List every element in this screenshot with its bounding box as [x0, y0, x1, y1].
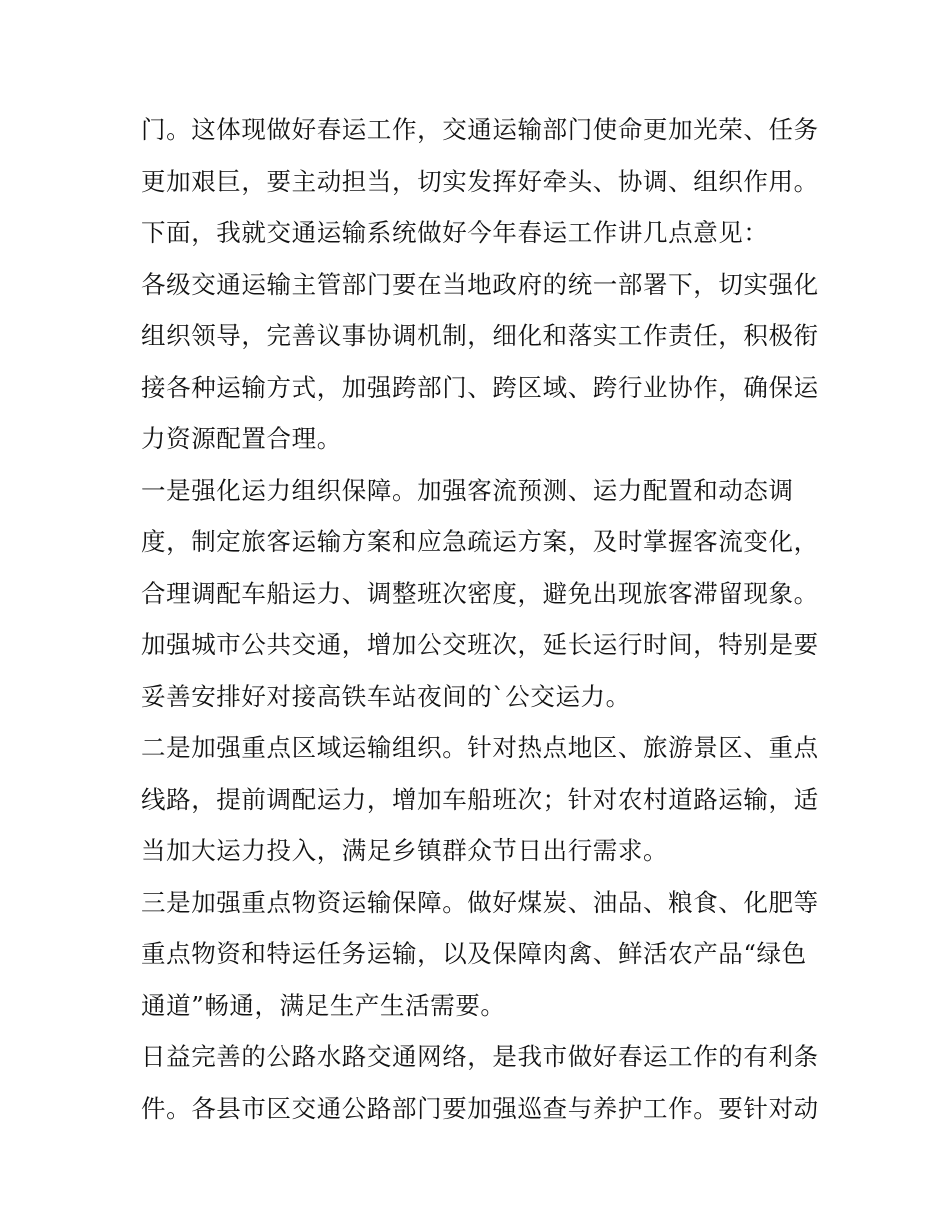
- text-line: 一是强化运力组织保障。加强客流预测、运力配置和动态调: [141, 475, 794, 505]
- document-body: [141, 104, 821, 1134]
- text-line: 下面，我就交通运输系统做好今年春运工作讲几点意见：: [141, 218, 769, 247]
- text-line: 加强城市公共交通，增加公交班次，延长运行时间，特别是要: [141, 630, 819, 659]
- text-line: 通道”畅通，满足生产生活需要。: [141, 990, 506, 1020]
- text-line: 日益完善的公路水路交通网络，是我市做好春运工作的有利条: [141, 1042, 819, 1071]
- text-line: 重点物资和特运任务运输，以及保障肉禽、鲜活农产品“绿色: [141, 939, 807, 968]
- text-line: 门。这体现做好春运工作，交通运输部门使命更加光荣、任务: [141, 115, 819, 144]
- text-line: 件。各县市区交通公路部门要加强巡查与养护工作。要针对动: [141, 1093, 819, 1123]
- text-line: 各级交通运输主管部门要在当地政府的统一部署下，切实强化: [141, 269, 819, 299]
- text-line: 接各种运输方式，加强跨部门、跨区域、跨行业协作，确保运: [141, 372, 819, 402]
- text-line: 更加艰巨，要主动担当，切实发挥好牵头、协调、组织作用。: [141, 166, 819, 196]
- text-line: 合理调配车船运力、调整班次密度，避免出现旅客滞留现象。: [141, 578, 819, 608]
- text-line: 力资源配置合理。: [141, 424, 342, 453]
- text-line: 当加大运力投入，满足乡镇群众节日出行需求。: [141, 836, 669, 865]
- text-line: 三是加强重点物资运输保障。做好煤炭、油品、粮食、化肥等: [141, 887, 819, 917]
- text-line: 度，制定旅客运输方案和应急疏运方案，及时掌握客流变化，: [141, 527, 819, 556]
- text-line: 二是加强重点区域运输组织。针对热点地区、旅游景区、重点: [141, 733, 819, 762]
- text-line: 组织领导，完善议事协调机制，细化和落实工作责任，积极衔: [141, 321, 819, 350]
- text-line: 线路，提前调配运力，增加车船班次；针对农村道路运输，适: [141, 784, 819, 814]
- text-line: 妥善安排好对接高铁车站夜间的`公交运力。: [141, 681, 631, 711]
